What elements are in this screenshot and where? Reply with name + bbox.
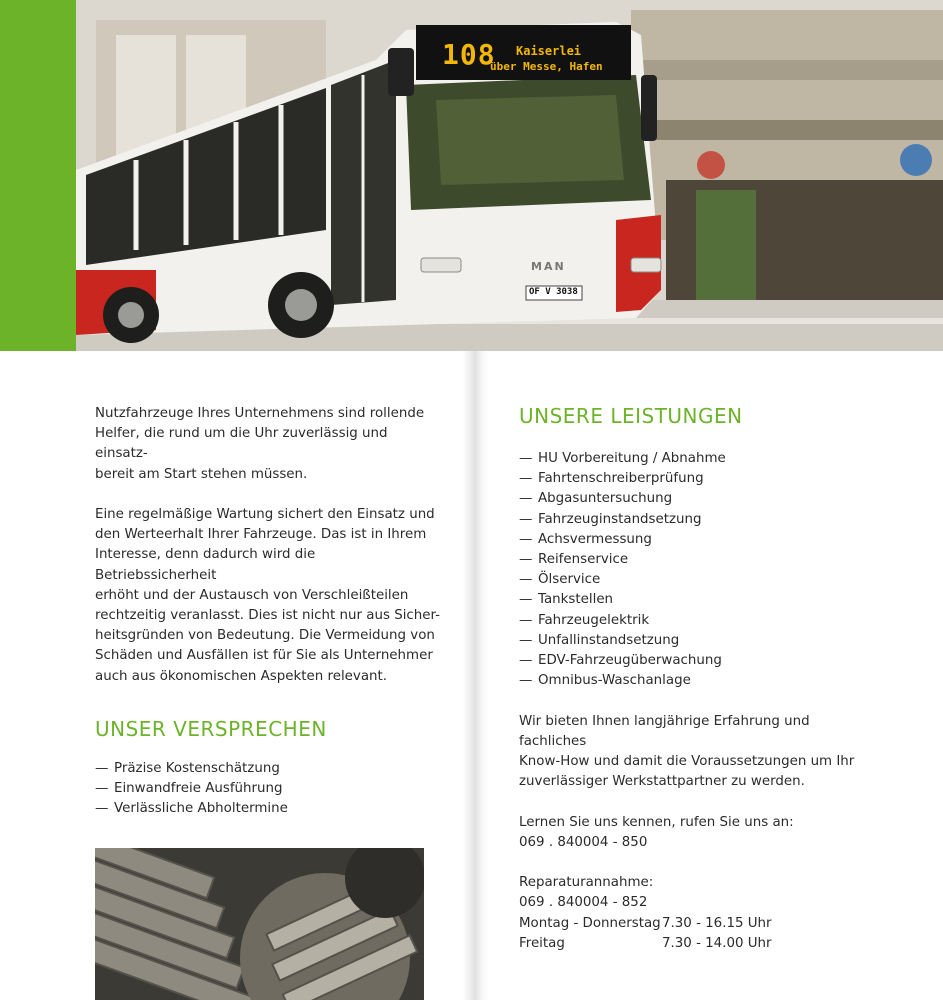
- intro-line: Nutzfahrzeuge Ihres Unternehmens sind rollende: [95, 406, 425, 421]
- services-list: [519, 449, 879, 691]
- promise-item-label: Verlässliche Abholtermine: [114, 801, 288, 817]
- promise-item: [95, 779, 440, 799]
- hours-time: 7.30 - 16.15 Uhr: [662, 915, 772, 931]
- service-item: [519, 611, 879, 631]
- list-dash: —: [95, 801, 109, 817]
- service-item: [519, 651, 879, 671]
- service-item: [519, 570, 879, 590]
- list-dash: —: [519, 673, 533, 689]
- right-column: [519, 404, 879, 954]
- list-dash: —: [519, 451, 533, 466]
- offer-line: Know-How und damit die Voraussetzungen um Ihr: [519, 754, 855, 770]
- bus-brand-logo: MAN: [531, 260, 566, 273]
- list-dash: —: [519, 612, 533, 628]
- gears-photo: [95, 848, 424, 1000]
- intro-line: Helfer, die rund um die Uhr zuverlässig und einsatz-: [95, 426, 388, 462]
- promise-list: [95, 759, 440, 820]
- repair-label: Reparaturannahme:: [519, 875, 654, 891]
- hours-time: 7.30 - 14.00 Uhr: [662, 935, 772, 951]
- bus-license-plate: OF V 3038: [529, 287, 578, 297]
- bus-destination-line2: über Messe, Hafen: [490, 60, 603, 73]
- bus-photo: [76, 0, 943, 351]
- promise-item: [95, 799, 440, 819]
- hours-day: Montag - Donnerstag: [519, 915, 661, 931]
- repair-phone[interactable]: 069 . 840004 - 852: [519, 895, 648, 911]
- offer-line: Wir bieten Ihnen langjährige Erfahrung und fachliches: [519, 713, 810, 749]
- body-line: Schäden und Ausfällen ist für Sie als Unternehmer: [95, 648, 433, 664]
- service-item-label: Achsvermessung: [538, 531, 652, 547]
- service-item: [519, 550, 879, 570]
- list-dash: —: [519, 491, 533, 507]
- bus-route-display: 108: [442, 38, 496, 71]
- service-item: [519, 469, 879, 489]
- repair-block: [519, 873, 879, 954]
- list-dash: —: [519, 511, 533, 527]
- service-item-label: Abgasuntersuchung: [538, 491, 673, 507]
- service-item: [519, 510, 879, 530]
- list-dash: —: [519, 552, 533, 568]
- hours-row: [519, 934, 879, 954]
- left-column: [95, 404, 440, 819]
- service-item: [519, 631, 879, 651]
- hours-day: Freitag: [519, 935, 565, 951]
- page-gutter: [462, 351, 488, 1000]
- promise-item-label: Präzise Kostenschätzung: [114, 760, 280, 776]
- contact-phone[interactable]: 069 . 840004 - 850: [519, 834, 648, 850]
- contact-intro: Lernen Sie uns kennen, rufen Sie uns an:: [519, 814, 794, 830]
- list-dash: —: [95, 781, 109, 797]
- list-dash: —: [519, 592, 533, 608]
- service-item-label: Tankstellen: [538, 592, 614, 608]
- offer-paragraph: [519, 712, 879, 793]
- service-item-label: Omnibus-Waschanlage: [538, 673, 691, 689]
- service-item: [519, 449, 879, 469]
- body-line: rechtzeitig veranlasst. Dies ist nicht nur aus Sicher-: [95, 608, 440, 624]
- hours-row: [519, 914, 879, 934]
- services-heading: UNSERE LEISTUNGEN: [519, 404, 743, 428]
- service-item-label: Fahrtenschreiberprüfung: [538, 471, 704, 487]
- body-line: erhöht und der Austausch von Verschleißteilen: [95, 587, 409, 603]
- list-dash: —: [519, 653, 533, 669]
- body-line: auch aus ökonomischen Aspekten relevant.: [95, 668, 388, 684]
- list-dash: —: [519, 531, 533, 547]
- bus-destination-line1: Kaiserlei: [516, 44, 582, 58]
- service-item: [519, 530, 879, 550]
- body-line: den Werteerhalt Ihrer Fahrzeuge. Das ist in Ihrem: [95, 527, 427, 543]
- service-item-label: Fahrzeuginstandsetzung: [538, 511, 702, 527]
- list-dash: —: [519, 471, 533, 487]
- offer-line: zuverlässiger Werkstattpartner zu werden.: [519, 774, 805, 790]
- service-item: [519, 489, 879, 509]
- body-paragraph: [95, 505, 440, 687]
- body-line: Eine regelmäßige Wartung sichert den Einsatz und: [95, 507, 435, 522]
- promise-item-label: Einwandfreie Ausführung: [114, 781, 283, 797]
- green-accent-bar: [0, 0, 76, 351]
- promise-item: [95, 759, 440, 779]
- intro-line: bereit am Start stehen müssen.: [95, 466, 308, 482]
- intro-paragraph: [95, 404, 440, 485]
- service-item-label: EDV-Fahrzeugüberwachung: [538, 653, 722, 669]
- service-item-label: Fahrzeugelektrik: [538, 612, 650, 628]
- promise-heading: UNSER VERSPRECHEN: [95, 716, 327, 741]
- list-dash: —: [519, 572, 533, 588]
- service-item-label: Ölservice: [538, 572, 601, 588]
- body-line: Interesse, denn dadurch wird die Betriebssicherheit: [95, 547, 316, 583]
- service-item: [519, 671, 879, 691]
- list-dash: —: [519, 632, 533, 648]
- service-item: [519, 590, 879, 610]
- service-item-label: Unfallinstandsetzung: [538, 632, 680, 648]
- list-dash: —: [95, 760, 109, 776]
- service-item-label: Reifenservice: [538, 552, 629, 568]
- service-item-label: HU Vorbereitung / Abnahme: [538, 451, 726, 466]
- contact-block: [519, 813, 879, 853]
- body-line: heitsgründen von Bedeutung. Die Vermeidung von: [95, 628, 435, 644]
